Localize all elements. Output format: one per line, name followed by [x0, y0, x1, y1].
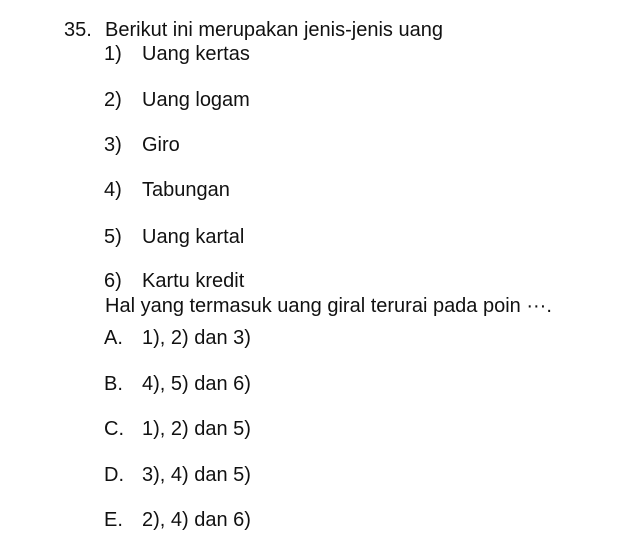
item-number: 5) [104, 226, 122, 248]
item-text: Kartu kredit [142, 270, 245, 292]
option-text: 1), 2) dan 5) [142, 418, 251, 440]
item-text: Uang kertas [142, 43, 250, 65]
item-number: 4) [104, 179, 122, 201]
option-text: 4), 5) dan 6) [142, 373, 251, 395]
item-number: 3) [104, 134, 122, 156]
option-letter: D. [104, 464, 124, 486]
option-letter: A. [104, 327, 123, 349]
item-text: Giro [142, 134, 180, 156]
question-prompt: Hal yang termasuk uang giral terurai pada poin ···. [105, 295, 552, 317]
item-number: 2) [104, 89, 122, 111]
option-letter: E. [104, 509, 123, 531]
option-letter: C. [104, 418, 124, 440]
option-text: 3), 4) dan 5) [142, 464, 251, 486]
item-number: 6) [104, 270, 122, 292]
item-text: Uang kartal [142, 226, 245, 248]
item-text: Tabungan [142, 179, 230, 201]
question-number: 35. [64, 19, 92, 41]
item-text: Uang logam [142, 89, 250, 111]
option-letter: B. [104, 373, 123, 395]
option-text: 2), 4) dan 6) [142, 509, 251, 531]
item-number: 1) [104, 43, 122, 65]
option-text: 1), 2) dan 3) [142, 327, 251, 349]
question-intro: Berikut ini merupakan jenis-jenis uang [105, 19, 443, 41]
